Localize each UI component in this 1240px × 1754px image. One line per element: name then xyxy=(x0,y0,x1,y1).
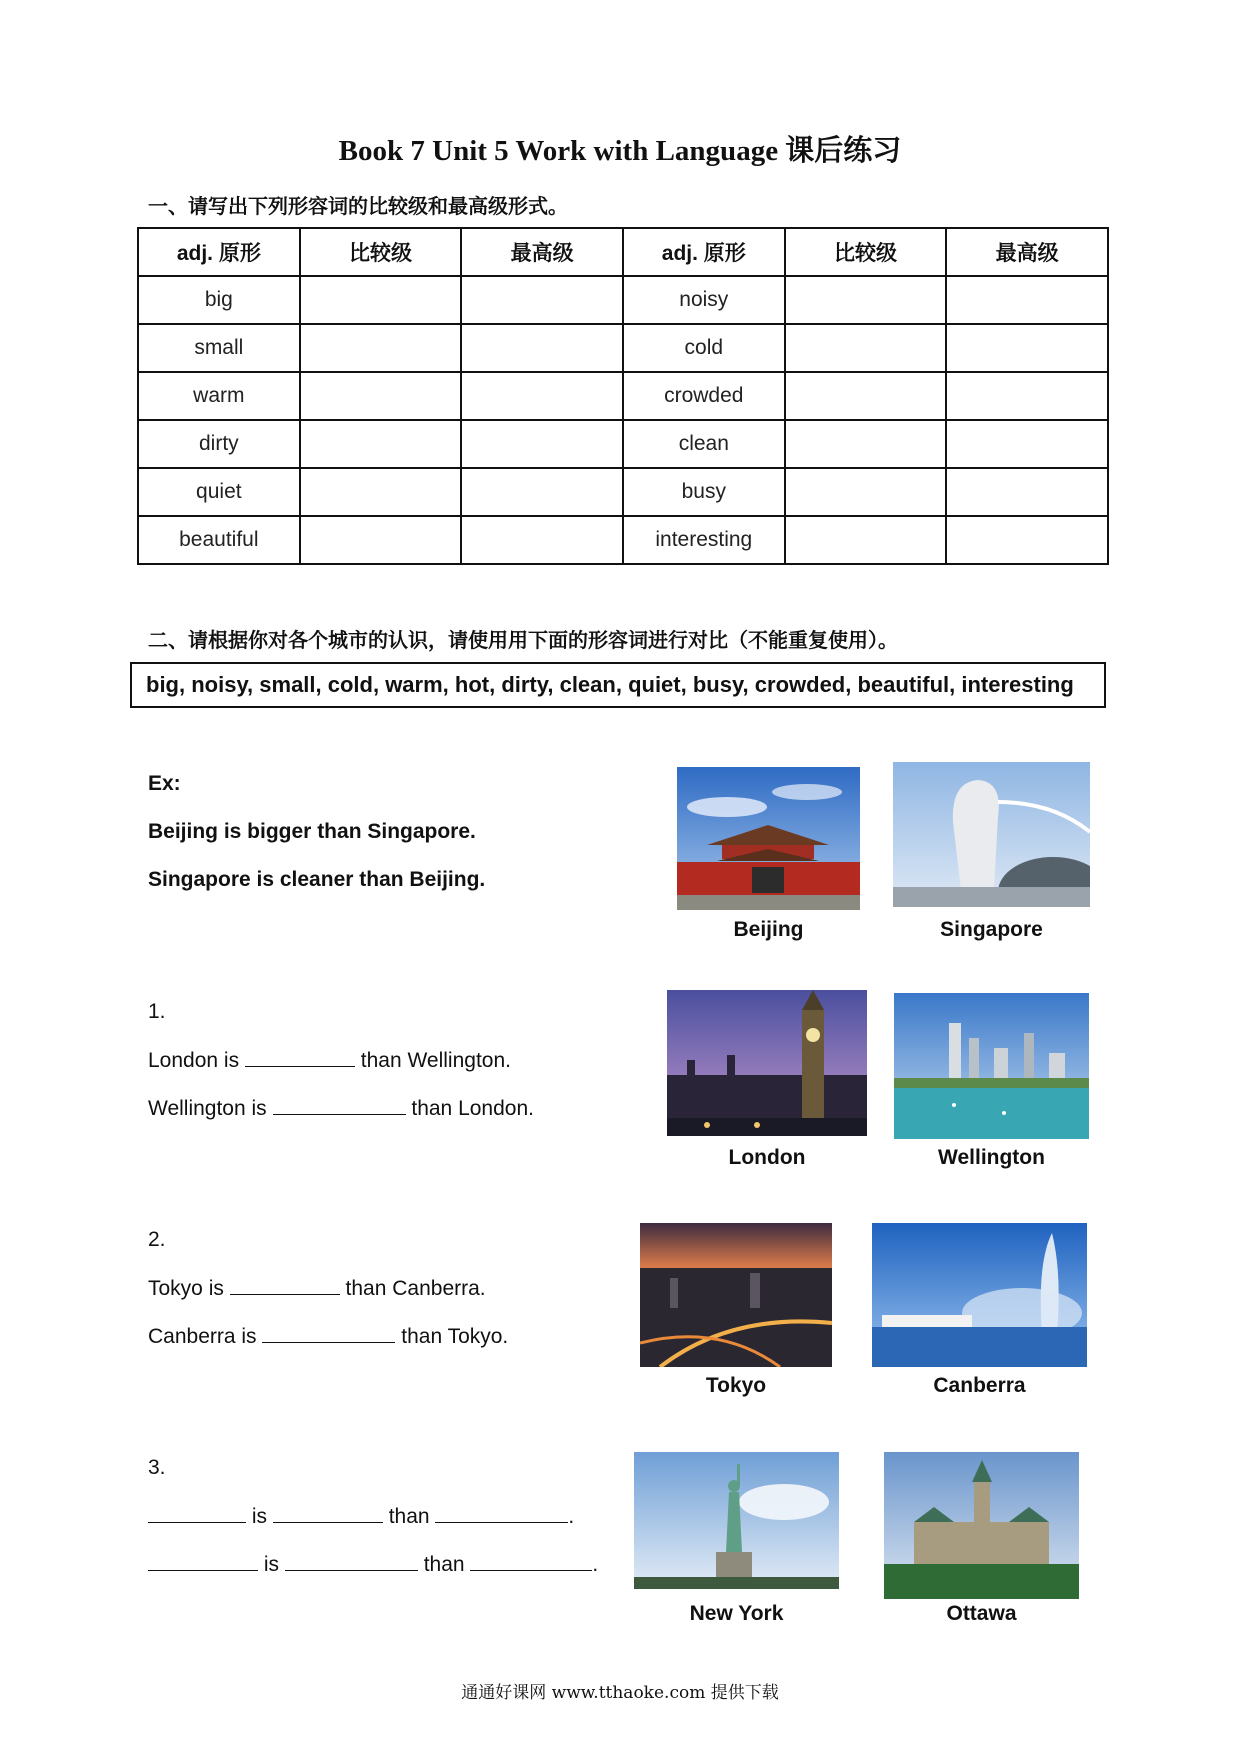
answer-cell[interactable] xyxy=(300,276,462,324)
answer-cell[interactable] xyxy=(461,372,623,420)
table-row xyxy=(138,468,1108,516)
question-3-number: 3. xyxy=(148,1456,166,1479)
footer-text: 通通好课网 www.tthaoke.com 提供下载 xyxy=(461,1683,779,1703)
example-sentence-1: Beijing is bigger than Singapore. xyxy=(148,820,476,843)
table-row xyxy=(138,420,1108,468)
word-is: is xyxy=(251,1505,268,1528)
sentence-end: than Wellington. xyxy=(360,1049,511,1072)
adj-cell: cold xyxy=(623,324,785,372)
answer-blank[interactable] xyxy=(435,1504,568,1523)
sentence-end: than Tokyo. xyxy=(401,1325,509,1348)
table-row xyxy=(138,276,1108,324)
answer-blank[interactable] xyxy=(273,1504,383,1523)
question-1-sentence-2 xyxy=(148,1096,534,1121)
singapore-photo xyxy=(893,762,1090,907)
example-label: Ex: xyxy=(148,772,181,795)
city-caption-canberra: Canberra xyxy=(933,1374,1026,1397)
answer-cell[interactable] xyxy=(946,372,1108,420)
city-caption-london: London xyxy=(728,1146,806,1169)
answer-cell[interactable] xyxy=(300,420,462,468)
adj-cell: interesting xyxy=(623,516,785,564)
city-caption-tokyo: Tokyo xyxy=(705,1374,767,1397)
answer-cell[interactable] xyxy=(461,468,623,516)
adj-cell: big xyxy=(138,276,300,324)
word-bank: big, noisy, small, cold, warm, hot, dirty, clean, quiet, busy, crowded, beautiful, interesting xyxy=(130,662,1106,708)
sentence-end: than London. xyxy=(411,1097,534,1120)
sentence-period: . xyxy=(568,1505,575,1528)
answer-blank[interactable] xyxy=(148,1552,258,1571)
adj-cell: busy xyxy=(623,468,785,516)
question-2-sentence-1 xyxy=(148,1276,486,1301)
question-1-number: 1. xyxy=(148,1000,166,1023)
adjective-table xyxy=(137,227,1109,565)
answer-cell[interactable] xyxy=(785,372,947,420)
question-3-sentence-2 xyxy=(148,1552,598,1577)
section1-heading: 一、请写出下列形容词的比较级和最高级形式。 xyxy=(148,194,568,218)
city-caption-singapore: Singapore xyxy=(940,918,1043,941)
answer-cell[interactable] xyxy=(461,324,623,372)
adj-cell: clean xyxy=(623,420,785,468)
answer-cell[interactable] xyxy=(461,516,623,564)
column-header: 最高级 xyxy=(946,228,1108,276)
answer-blank[interactable] xyxy=(148,1504,246,1523)
answer-cell[interactable] xyxy=(946,516,1108,564)
answer-cell[interactable] xyxy=(785,324,947,372)
london-photo xyxy=(667,990,867,1136)
adj-cell: noisy xyxy=(623,276,785,324)
question-2-sentence-2 xyxy=(148,1324,508,1349)
sentence-start: Tokyo is xyxy=(148,1277,224,1300)
answer-blank[interactable] xyxy=(245,1048,355,1067)
adj-cell: warm xyxy=(138,372,300,420)
sentence-end: than Canberra. xyxy=(345,1277,486,1300)
answer-cell[interactable] xyxy=(461,420,623,468)
answer-blank[interactable] xyxy=(470,1552,592,1571)
adj-cell: beautiful xyxy=(138,516,300,564)
adj-cell: small xyxy=(138,324,300,372)
table-row xyxy=(138,324,1108,372)
word-than: than xyxy=(388,1505,430,1528)
answer-cell[interactable] xyxy=(300,372,462,420)
section2-heading: 二、请根据你对各个城市的认识，请使用用下面的形容词进行对比（不能重复使用）。 xyxy=(148,628,898,652)
sentence-start: Wellington is xyxy=(148,1097,267,1120)
beijing-photo xyxy=(677,767,860,910)
answer-blank[interactable] xyxy=(230,1276,340,1295)
question-2-number: 2. xyxy=(148,1228,166,1251)
question-3-sentence-1 xyxy=(148,1504,574,1529)
new-york-photo xyxy=(634,1452,839,1589)
example-sentence-2: Singapore is cleaner than Beijing. xyxy=(148,868,486,891)
sentence-period: . xyxy=(592,1553,599,1576)
answer-cell[interactable] xyxy=(300,324,462,372)
city-caption-ottawa: Ottawa xyxy=(946,1602,1017,1625)
city-caption-beijing: Beijing xyxy=(733,918,804,941)
answer-cell[interactable] xyxy=(785,468,947,516)
answer-cell[interactable] xyxy=(946,276,1108,324)
column-header: 最高级 xyxy=(461,228,623,276)
adj-cell: dirty xyxy=(138,420,300,468)
answer-cell[interactable] xyxy=(300,468,462,516)
adj-cell: quiet xyxy=(138,468,300,516)
column-header: 比较级 xyxy=(785,228,947,276)
answer-cell[interactable] xyxy=(300,516,462,564)
page-title: Book 7 Unit 5 Work with Language 课后练习 xyxy=(338,135,902,167)
answer-blank[interactable] xyxy=(273,1096,406,1115)
answer-cell[interactable] xyxy=(946,420,1108,468)
sentence-start: London is xyxy=(148,1049,240,1072)
city-caption-new-york: New York xyxy=(689,1602,784,1625)
tokyo-photo xyxy=(640,1223,832,1367)
column-header: 比较级 xyxy=(300,228,462,276)
ottawa-photo xyxy=(884,1452,1079,1599)
answer-cell[interactable] xyxy=(785,420,947,468)
answer-cell[interactable] xyxy=(946,468,1108,516)
table-header-row xyxy=(138,228,1108,276)
column-header: adj. 原形 xyxy=(138,228,300,276)
question-1-sentence-1 xyxy=(148,1048,511,1073)
answer-blank[interactable] xyxy=(262,1324,395,1343)
word-is: is xyxy=(263,1553,280,1576)
answer-cell[interactable] xyxy=(785,516,947,564)
answer-cell[interactable] xyxy=(785,276,947,324)
adj-cell: crowded xyxy=(623,372,785,420)
table-row xyxy=(138,372,1108,420)
column-header: adj. 原形 xyxy=(623,228,785,276)
answer-cell[interactable] xyxy=(461,276,623,324)
city-caption-wellington: Wellington xyxy=(938,1146,1045,1169)
canberra-photo xyxy=(872,1223,1087,1367)
sentence-start: Canberra is xyxy=(148,1325,257,1348)
answer-cell[interactable] xyxy=(946,324,1108,372)
table-row xyxy=(138,516,1108,564)
answer-blank[interactable] xyxy=(285,1552,418,1571)
word-than: than xyxy=(423,1553,465,1576)
wellington-photo xyxy=(894,993,1089,1139)
